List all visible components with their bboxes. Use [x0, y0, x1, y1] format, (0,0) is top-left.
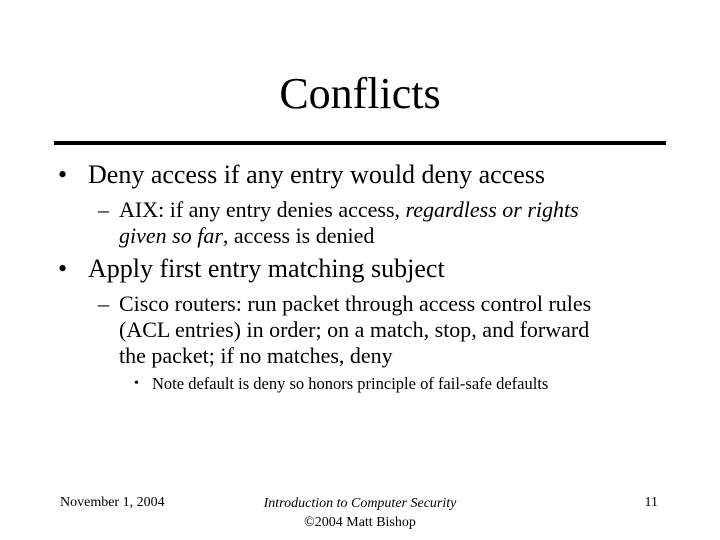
sub-bullet-line: Cisco routers: run packet through access control rules: [119, 291, 592, 316]
title-divider: [54, 141, 666, 145]
sub-bullet-line: the packet; if no matches, deny: [119, 343, 393, 368]
sub-bullet-line: [119, 223, 659, 249]
sub-bullet-text: , access is denied: [222, 223, 375, 248]
bullet-text: Apply first entry matching subject: [88, 254, 445, 283]
page-number: 11: [644, 495, 658, 510]
footer-date: November 1, 2004: [60, 495, 165, 510]
bullet-marker: •: [58, 160, 68, 189]
footer-course-title: Introduction to Computer Security: [263, 496, 457, 511]
bullet-marker: •: [134, 376, 139, 391]
sub-bullet-line: [119, 197, 659, 223]
sub-bullet-line: (ACL entries) in order; on a match, stop, and forward: [119, 317, 590, 342]
sub-sub-bullet-text: Note default is deny so honors principle of fail-safe defaults: [152, 374, 549, 393]
footer-copyright: ©2004 Matt Bishop: [304, 515, 416, 530]
bullet-text: Deny access if any entry would deny access: [88, 160, 545, 189]
sub-bullet-emphasis: given so far: [119, 223, 223, 248]
slide-title: Conflicts: [279, 69, 441, 118]
sub-bullet-emphasis: regardless or rights: [405, 197, 579, 222]
sub-bullet-text: AIX: if any entry denies access,: [119, 197, 406, 222]
bullet-marker: •: [58, 254, 68, 283]
footer-center: [230, 494, 490, 532]
dash-marker: –: [98, 197, 109, 222]
dash-marker: –: [98, 291, 109, 316]
